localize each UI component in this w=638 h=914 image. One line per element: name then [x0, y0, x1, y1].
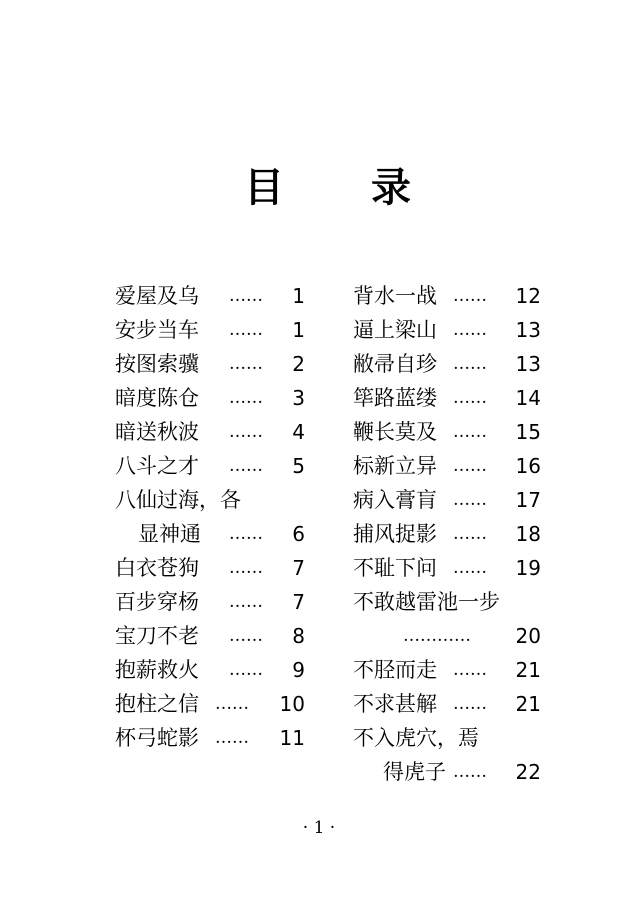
- toc-entry-text: 得虎子: [383, 760, 446, 784]
- toc-entry[interactable]: [353, 415, 541, 449]
- toc-entry-leader: ……: [453, 558, 487, 578]
- toc-entry[interactable]: [115, 551, 305, 585]
- toc-entry-leader: ……: [229, 286, 263, 306]
- toc-entry[interactable]: [353, 347, 541, 381]
- toc-entry-page: 3: [292, 386, 305, 410]
- toc-entry-page: 13: [515, 318, 541, 342]
- toc-entry-page: 7: [292, 556, 305, 580]
- toc-entry[interactable]: [353, 687, 541, 721]
- toc-entry-text: 背水一战: [353, 284, 437, 308]
- title-char-1: 目: [244, 165, 284, 211]
- toc-entry-text: 暗度陈仓: [115, 386, 199, 410]
- toc-entry-text: 显神通: [138, 522, 201, 546]
- toc-entry-text: 安步当车: [115, 318, 199, 342]
- toc-entry-leader: ……: [229, 626, 263, 646]
- toc-entry[interactable]: [353, 483, 541, 517]
- toc-entry-page: 7: [292, 590, 305, 614]
- toc-entry-page: 22: [515, 760, 541, 784]
- toc-entry-leader: ……: [453, 320, 487, 340]
- toc-entry-text: 抱柱之信: [115, 692, 199, 716]
- toc-entry-leader: ……: [215, 728, 249, 748]
- toc-entry-leader: ……: [229, 422, 263, 442]
- toc-entry-leader: ……: [229, 354, 263, 374]
- toc-entry-leader: ……: [215, 694, 249, 714]
- toc-entry-page: 8: [292, 624, 305, 648]
- toc-entry[interactable]: [115, 415, 305, 449]
- toc-entry-text: 敝帚自珍: [353, 352, 437, 376]
- toc-entry-page: 10: [279, 692, 305, 716]
- toc-entry-text: 不求甚解: [353, 692, 437, 716]
- toc-entry-leader: ……: [453, 524, 487, 544]
- toc-entry-page: 11: [279, 726, 305, 750]
- toc-entry-page: 13: [515, 352, 541, 376]
- toc-entry-text: 逼上梁山: [353, 318, 437, 342]
- toc-entry-page: 18: [515, 522, 541, 546]
- toc-entry[interactable]: [353, 517, 541, 551]
- toc-entry-text: 标新立异: [353, 454, 437, 478]
- toc-entry-page: 16: [515, 454, 541, 478]
- toc-entry-text: 不耻下问: [353, 556, 437, 580]
- toc-entry-page: 5: [292, 454, 305, 478]
- toc-entry[interactable]: [353, 279, 541, 313]
- toc-entry-text: 病入膏肓: [353, 488, 437, 512]
- page-number: · 1 ·: [302, 818, 336, 838]
- toc-entry-text: 筚路蓝缕: [353, 386, 437, 410]
- toc-entry[interactable]: [115, 313, 305, 347]
- toc-entry-leader: ……: [229, 660, 263, 680]
- toc-entry-leader: ……: [229, 524, 263, 544]
- toc-entry[interactable]: [115, 347, 305, 381]
- toc-entry-page: 9: [292, 658, 305, 682]
- toc-entry[interactable]: [115, 381, 305, 415]
- toc-entry[interactable]: [115, 653, 305, 687]
- toc-entry-page: 20: [515, 624, 541, 648]
- toc-entry[interactable]: [353, 721, 541, 755]
- toc-entry-page: 4: [292, 420, 305, 444]
- toc-entry-leader: ……: [229, 558, 263, 578]
- toc-entry-page: 1: [292, 284, 305, 308]
- toc-entry-text: 爱屋及乌: [115, 284, 199, 308]
- toc-entry-page: 19: [515, 556, 541, 580]
- toc-entry-text: 不入虎穴，焉: [353, 726, 479, 750]
- toc-entry-page: 15: [515, 420, 541, 444]
- toc-entry[interactable]: [115, 483, 305, 517]
- toc-entry-text: 抱薪救火: [115, 658, 199, 682]
- toc-entry-page: 2: [292, 352, 305, 376]
- toc-entry-text: 宝刀不老: [115, 624, 199, 648]
- toc-entry-text: 八斗之才: [115, 454, 199, 478]
- toc-entry-leader: ……: [453, 694, 487, 714]
- toc-entry[interactable]: [115, 721, 305, 755]
- toc-entry-page: 12: [515, 284, 541, 308]
- toc-entry-leader: ……: [229, 592, 263, 612]
- toc-entry-leader: ……: [453, 456, 487, 476]
- toc-entry-text: 捕风捉影: [353, 522, 437, 546]
- toc-entry-page: 6: [292, 522, 305, 546]
- toc-entry-leader: ……: [453, 660, 487, 680]
- toc-entry-text: 鞭长莫及: [353, 420, 437, 444]
- toc-entry-page: 14: [515, 386, 541, 410]
- toc-entry[interactable]: [353, 551, 541, 585]
- toc-entry-continuation[interactable]: [353, 619, 541, 653]
- toc-entry[interactable]: [353, 449, 541, 483]
- toc-entry-leader: ……: [453, 354, 487, 374]
- toc-entry-page: 21: [515, 658, 541, 682]
- toc-left-column: [115, 279, 305, 755]
- toc-entry-text: 按图索骥: [115, 352, 199, 376]
- toc-entry-leader: ……: [229, 456, 263, 476]
- toc-entry-leader: ……: [453, 422, 487, 442]
- toc-entry-text: 百步穿杨: [115, 590, 199, 614]
- toc-entry-text: 杯弓蛇影: [115, 726, 199, 750]
- toc-entry[interactable]: [115, 585, 305, 619]
- toc-entry[interactable]: [353, 653, 541, 687]
- toc-entry-page: 21: [515, 692, 541, 716]
- title-char-2: 录: [371, 165, 411, 211]
- toc-entry-text: 不胫而走: [353, 658, 437, 682]
- toc-entry-page: 17: [515, 488, 541, 512]
- toc-entry[interactable]: [115, 687, 305, 721]
- toc-entry[interactable]: [353, 585, 541, 619]
- toc-entry-leader: ……: [453, 762, 487, 782]
- toc-entry[interactable]: [115, 449, 305, 483]
- toc-entry-page: 1: [292, 318, 305, 342]
- toc-entry-leader: …………: [403, 626, 471, 646]
- toc-entry-text: 不敢越雷池一步: [353, 590, 500, 614]
- toc-entry-continuation[interactable]: [353, 755, 541, 789]
- toc-entry-text: 白衣苍狗: [115, 556, 199, 580]
- toc-entry-leader: ……: [229, 320, 263, 340]
- toc-entry-text: 暗送秋波: [115, 420, 199, 444]
- toc-entry[interactable]: [115, 619, 305, 653]
- page-title: [0, 163, 638, 213]
- toc-entry[interactable]: [353, 313, 541, 347]
- toc-entry-leader: ……: [453, 490, 487, 510]
- toc-right-column: [353, 279, 541, 789]
- toc-entry-continuation[interactable]: [115, 517, 305, 551]
- toc-entry-leader: ……: [453, 388, 487, 408]
- toc-entry-text: 八仙过海，各: [115, 488, 241, 512]
- toc-entry-leader: ……: [229, 388, 263, 408]
- toc-entry[interactable]: [115, 279, 305, 313]
- toc-entry-leader: ……: [453, 286, 487, 306]
- toc-entry[interactable]: [353, 381, 541, 415]
